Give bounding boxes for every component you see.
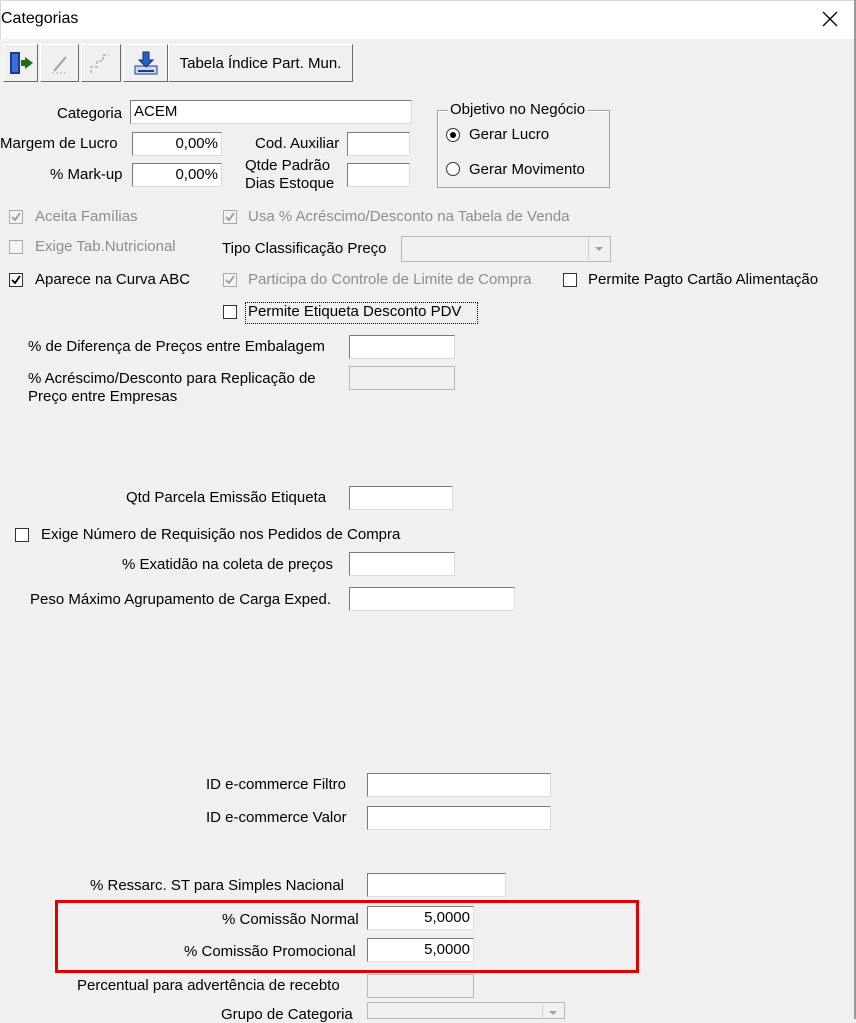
ressarc-st-label: % Ressarc. ST para Simples Nacional <box>90 877 344 894</box>
tipo-classificacao-select[interactable] <box>401 236 611 262</box>
tipo-classificacao-label: Tipo Classificação Preço <box>222 240 387 257</box>
aceita-familias-label: Aceita Famílias <box>35 208 138 225</box>
comissao-normal-input[interactable]: 5,0000 <box>367 906 474 930</box>
markup-label: % Mark-up <box>50 166 123 183</box>
margem-lucro-label: Margem de Lucro <box>0 135 118 152</box>
acrescimo-replicacao-input <box>349 366 455 390</box>
qtde-padrao-line1: Qtde Padrão <box>245 157 331 174</box>
percentual-advertencia-label: Percentual para advertência de recebto <box>77 977 340 994</box>
categoria-input[interactable]: ACEM <box>130 100 412 124</box>
title-bar <box>0 0 855 39</box>
gerar-movimento-radio[interactable] <box>446 162 460 176</box>
acrescimo-replicacao-label <box>28 370 316 406</box>
qtd-parcela-label: Qtd Parcela Emissão Etiqueta <box>126 489 327 506</box>
steps-button[interactable] <box>81 44 121 82</box>
exige-numero-requisicao-checkbox[interactable] <box>15 528 29 542</box>
ecommerce-valor-input[interactable] <box>367 806 551 830</box>
percentual-advertencia-input <box>367 974 474 998</box>
edit-pencil-icon <box>46 49 74 77</box>
categoria-label: Categoria <box>57 105 123 122</box>
acrescimo-replicacao-line1: % Acréscimo/Desconto para Replicação de <box>28 370 316 387</box>
peso-maximo-input[interactable] <box>349 587 515 611</box>
permite-pagto-cartao-checkbox[interactable] <box>563 273 577 287</box>
aparece-curva-abc-label: Aparece na Curva ABC <box>35 271 191 288</box>
ressarc-st-input[interactable] <box>367 873 506 897</box>
comissao-normal-label: % Comissão Normal <box>222 911 359 928</box>
usa-acrescimo-label: Usa % Acréscimo/Desconto na Tabela de Venda <box>248 208 570 225</box>
markup-input[interactable]: 0,00% <box>132 163 222 187</box>
dif-precos-input[interactable] <box>349 335 455 359</box>
edit-button[interactable] <box>40 44 79 82</box>
comissao-promocional-input[interactable]: 5,0000 <box>367 938 474 962</box>
ecommerce-valor-label: ID e-commerce Valor <box>206 809 347 826</box>
download-button[interactable] <box>123 44 168 82</box>
tabela-indice-label: Tabela Índice Part. Mun. <box>179 54 342 72</box>
aparece-curva-abc-checkbox[interactable] <box>9 273 23 287</box>
steps-icon <box>87 49 115 77</box>
ecommerce-filtro-input[interactable] <box>367 773 551 797</box>
usa-acrescimo-checkbox[interactable] <box>223 210 237 224</box>
aceita-familias-checkbox[interactable] <box>9 210 23 224</box>
permite-etiqueta-pdv-checkbox[interactable] <box>223 305 237 319</box>
margem-lucro-input[interactable]: 0,00% <box>132 132 222 156</box>
exit-door-icon <box>7 49 35 77</box>
exatidao-input[interactable] <box>349 552 455 576</box>
dif-precos-label: % de Diferença de Preços entre Embalagem <box>28 338 325 355</box>
download-tray-icon <box>132 49 160 77</box>
close-icon[interactable] <box>817 6 843 32</box>
grupo-categoria-select[interactable] <box>367 1002 565 1019</box>
gerar-movimento-label[interactable]: Gerar Movimento <box>469 161 585 178</box>
gerar-lucro-label[interactable]: Gerar Lucro <box>469 126 550 143</box>
qtde-padrao-input[interactable] <box>347 163 410 187</box>
exige-numero-requisicao-label: Exige Número de Requisição nos Pedidos de Compra <box>41 526 401 543</box>
participa-controle-checkbox[interactable] <box>223 273 237 287</box>
qtd-parcela-input[interactable] <box>349 486 453 510</box>
exige-tab-nutricional-checkbox[interactable] <box>9 240 23 254</box>
peso-maximo-label: Peso Máximo Agrupamento de Carga Exped. <box>30 591 332 608</box>
cod-auxiliar-label: Cod. Auxiliar <box>255 135 340 152</box>
permite-etiqueta-pdv-label: Permite Etiqueta Desconto PDV <box>248 303 462 320</box>
tabela-indice-button[interactable] <box>168 44 353 82</box>
acrescimo-replicacao-line2: Preço entre Empresas <box>28 388 178 405</box>
exit-button[interactable] <box>3 44 38 82</box>
participa-controle-label: Participa do Controle de Limite de Compra <box>248 271 532 288</box>
gerar-lucro-radio[interactable] <box>446 128 460 142</box>
comissao-promocional-label: % Comissão Promocional <box>184 943 356 960</box>
objetivo-legend: Objetivo no Negócio <box>450 101 586 118</box>
qtde-padrao-label <box>245 157 334 193</box>
cod-auxiliar-input[interactable] <box>347 132 410 156</box>
qtde-padrao-line2: Dias Estoque <box>245 175 335 192</box>
chevron-down-icon[interactable] <box>542 1004 563 1019</box>
chevron-down-icon[interactable] <box>588 238 609 260</box>
ecommerce-filtro-label: ID e-commerce Filtro <box>206 776 347 793</box>
permite-pagto-cartao-label: Permite Pagto Cartão Alimentação <box>588 271 819 288</box>
window-title: Categorias <box>1 10 79 27</box>
exige-tab-nutricional-label: Exige Tab.Nutricional <box>35 238 176 255</box>
grupo-categoria-label: Grupo de Categoria <box>221 1006 353 1023</box>
exatidao-label: % Exatidão na coleta de preços <box>122 556 333 573</box>
